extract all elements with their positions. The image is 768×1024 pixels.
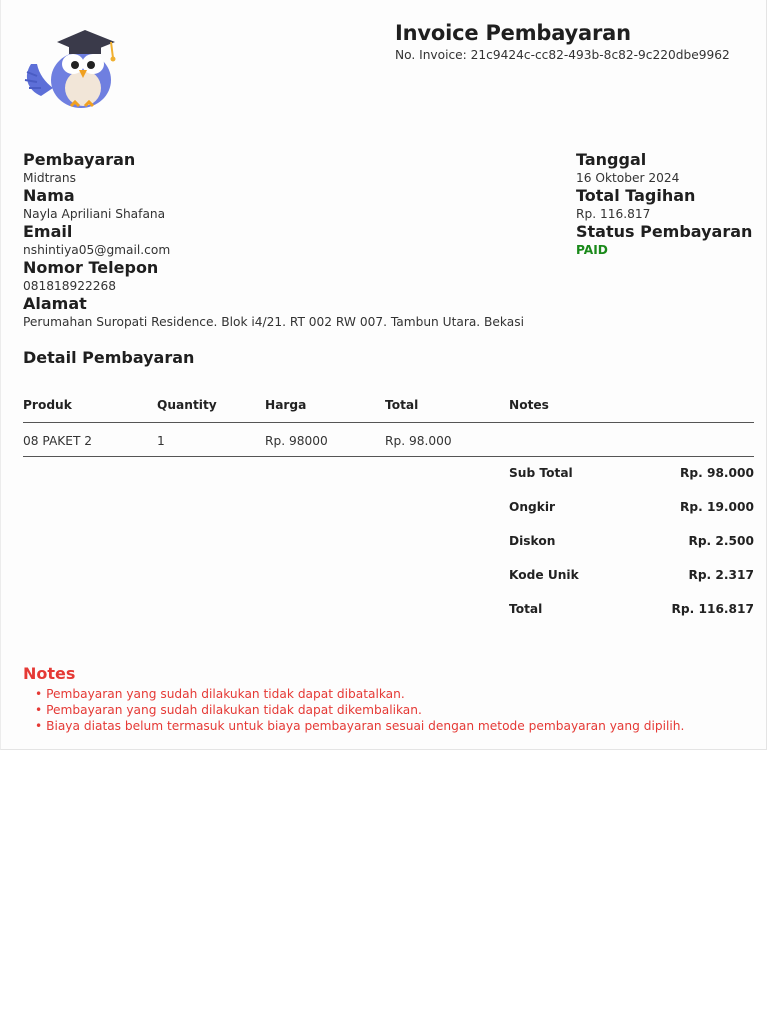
owl-graduate-mascot-icon — [23, 24, 139, 112]
customer-info — [23, 150, 524, 330]
payment-status-label: Status Pembayaran — [576, 222, 753, 241]
invoice-info — [576, 150, 752, 258]
name-label: Nama — [23, 186, 75, 205]
shipping-value: Rp. 19.000 — [679, 500, 754, 514]
subtotal-value: Rp. 98.000 — [679, 466, 754, 480]
note-item: • Pembayaran yang sudah dilakukan tidak dapat dikembalikan. — [35, 702, 684, 718]
summary-row-subtotal — [509, 466, 754, 500]
invoice-header — [395, 20, 730, 62]
payment-status-badge: PAID — [576, 243, 608, 257]
column-header-quantity: Quantity — [157, 398, 217, 412]
details-table — [23, 392, 754, 457]
grand-total-value: Rp. 116.817 — [671, 602, 754, 616]
discount-label: Diskon — [509, 534, 556, 548]
date-label: Tanggal — [576, 150, 647, 169]
date-value: 16 Oktober 2024 — [576, 171, 680, 185]
summary-row-shipping — [509, 500, 754, 534]
phone-label: Nomor Telepon — [23, 258, 159, 277]
details-title: Detail Pembayaran — [23, 348, 195, 367]
column-header-price: Harga — [265, 398, 307, 412]
unique-code-label: Kode Unik — [509, 568, 579, 582]
invoice-number: No. Invoice: 21c9424c-cc82-493b-8c82-9c220dbe9962 — [395, 48, 730, 62]
summary-row-unique-code — [509, 568, 754, 602]
note-item: • Pembayaran yang sudah dilakukan tidak dapat dibatalkan. — [35, 686, 684, 702]
cell-total: Rp. 98.000 — [385, 434, 452, 448]
table-header — [23, 392, 754, 423]
phone-value: 081818922268 — [23, 279, 117, 293]
column-header-total: Total — [385, 398, 419, 412]
grand-total-label: Total — [509, 602, 543, 616]
notes-title: Notes — [23, 664, 76, 683]
email-value: nshintiya05@gmail.com — [23, 243, 171, 257]
cell-price: Rp. 98000 — [265, 434, 328, 448]
cell-product: 08 PAKET 2 — [23, 434, 93, 448]
invoice-title: Invoice Pembayaran — [395, 21, 631, 45]
payment-method-value: Midtrans — [23, 171, 76, 185]
column-header-notes: Notes — [509, 398, 549, 412]
notes-section — [23, 664, 684, 734]
note-item: • Biaya diatas belum termasuk untuk biaya pembayaran sesuai dengan metode pembayaran yang dipilih. — [35, 718, 684, 734]
unique-code-value: Rp. 2.317 — [688, 568, 754, 582]
logo — [23, 24, 139, 112]
address-value: Perumahan Suropati Residence. Blok i4/21. RT 002 RW 007. Tambun Utara. Bekasi — [23, 315, 524, 329]
subtotal-label: Sub Total — [509, 466, 573, 480]
payment-method-label: Pembayaran — [23, 150, 136, 169]
discount-value: Rp. 2.500 — [688, 534, 754, 548]
shipping-label: Ongkir — [509, 500, 556, 514]
summary-row-total — [509, 602, 754, 636]
total-bill-value: Rp. 116.817 — [576, 207, 651, 221]
total-bill-label: Total Tagihan — [576, 186, 696, 205]
column-header-product: Produk — [23, 398, 72, 412]
summary — [509, 466, 754, 636]
cell-quantity: 1 — [157, 434, 165, 448]
notes-list — [23, 686, 684, 734]
address-label: Alamat — [23, 294, 87, 313]
table-row — [23, 423, 754, 457]
email-label: Email — [23, 222, 73, 241]
name-value: Nayla Apriliani Shafana — [23, 207, 166, 221]
summary-row-discount — [509, 534, 754, 568]
